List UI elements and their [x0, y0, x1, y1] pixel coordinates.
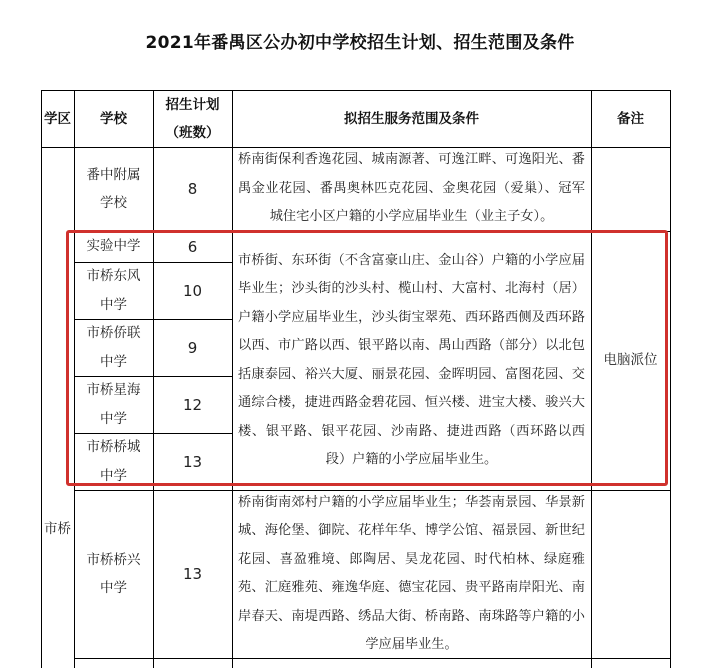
- school-cell: 市桥侨联中学: [86, 325, 141, 370]
- header-district: 学区: [44, 110, 71, 127]
- school-cell: 实验中学: [86, 238, 141, 255]
- district-cell: 市桥: [44, 521, 71, 537]
- header-school: 学校: [100, 110, 127, 127]
- scope-cell: 桥南街保利香逸花园、城南源著、可逸江畔、可逸阳光、番禺金业花园、番禺奥林匹克花园、金奥花园（爱巢）、冠军城住宅小区户籍的小学应届毕业生（业主子女）。: [238, 152, 585, 225]
- table-border: [74, 376, 232, 377]
- scope-cell: 桥南街南郊村户籍的小学应届毕业生；华荟南景园、华景新城、海伦堡、御院、花样年华、博学公馆、福景园、新世纪花园、喜盈雅境、郎陶居、昊龙花园、时代柏林、绿庭雅苑、汇庭雅苑、雍逸华庭、德宝花园、贵平路南岸阳光、南岸春天、南堤西路、绣品大街、桥南路、南珠路等户籍的小学应届毕业生。: [238, 494, 585, 652]
- classes-cell: 6: [187, 237, 198, 256]
- classes-cell: 10: [182, 281, 203, 300]
- table-border: [74, 319, 232, 320]
- merged-scope-cell: 市桥街、东环街（不含富豪山庄、金山谷）户籍的小学应届毕业生；沙头街的沙头村、榄山村、大富村、北海村（居）户籍小学应届毕业生，沙头街宝翠苑、西环路西侧及西环路以西、市广路以西、银平路以南、禺山西路（部分）以北包括康泰园、裕兴大厦、丽景花园、金晖明园、富图花园、交通综合楼，捷进西路金碧花园、恒兴楼、进宝大楼、骏兴大楼、银平路、银平花园、沙南路、捷进西路（西环路以西段）户籍的小学应届毕业生。: [238, 252, 585, 467]
- school-cell: 市桥星海中学: [86, 382, 141, 427]
- header-plan-line1: 招生计划: [165, 96, 220, 113]
- table-border: [74, 433, 232, 434]
- remark-cell: [591, 490, 670, 658]
- table-border: [153, 90, 154, 668]
- school-cell: 市桥桥兴中学: [86, 551, 141, 596]
- table-border: [74, 262, 232, 263]
- school-cell: 市桥东风中学: [86, 268, 141, 313]
- classes-cell: 9: [187, 338, 198, 357]
- classes-cell: 13: [182, 565, 203, 583]
- table-border: [74, 231, 671, 232]
- header-plan: [153, 90, 232, 147]
- school-cell: 市桥桥城中学: [86, 439, 141, 484]
- table-border: [591, 90, 592, 668]
- classes-cell: 8: [187, 180, 198, 198]
- header-remark: 备注: [617, 110, 644, 127]
- classes-cell: 13: [182, 452, 203, 471]
- header-plan-line2: （班数）: [165, 124, 220, 141]
- classes-cell: 12: [182, 395, 203, 414]
- table-border: [41, 90, 42, 668]
- remark-cell: [591, 147, 670, 231]
- table-border: [74, 490, 671, 491]
- merged-remark-cell: 电脑派位: [603, 352, 658, 369]
- table-border: [670, 90, 671, 668]
- table-border: [74, 90, 75, 668]
- table-border: [41, 90, 671, 91]
- table-border: [232, 90, 233, 668]
- table-border: [41, 147, 671, 148]
- table-border: [74, 658, 671, 659]
- header-scope: 拟招生服务范围及条件: [344, 110, 479, 127]
- school-cell: 番中附属学校: [86, 166, 141, 211]
- page-title: 2021年番禺区公办初中学校招生计划、招生范围及条件: [145, 33, 575, 53]
